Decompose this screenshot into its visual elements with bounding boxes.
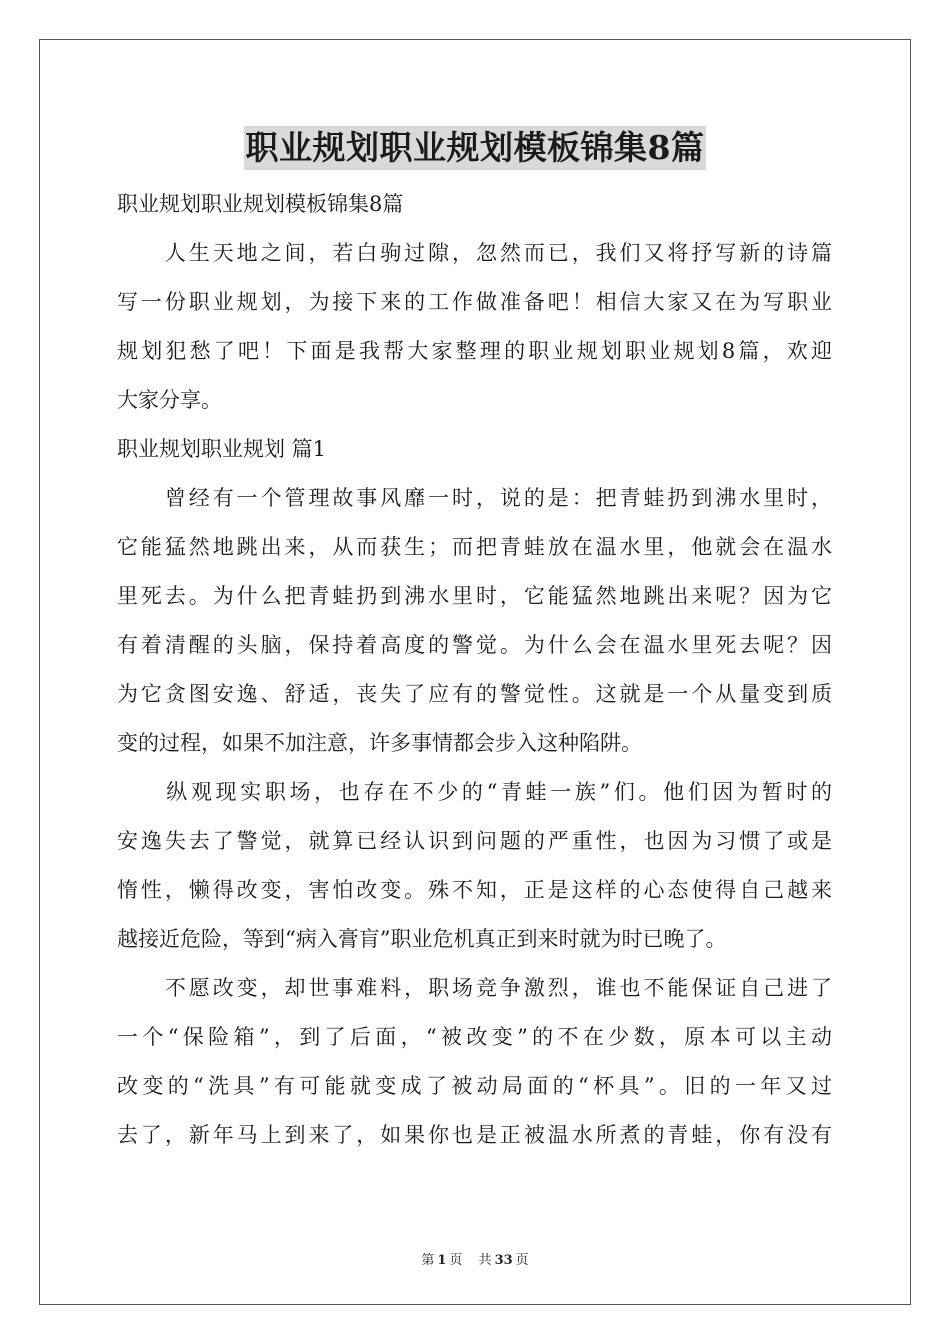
document-subtitle: 职业规划职业规划模板锦集8篇	[117, 192, 404, 216]
text-line: 里死去。为什么把青蛙扔到沸水里时，它能猛然地跳出来呢？因为它	[117, 584, 832, 608]
total-suffix: 页	[515, 1253, 529, 1268]
text-line: 越接近危险，等到“病入膏肓”职业危机真正到来时就为时已晚了。	[117, 927, 727, 951]
page-footer	[0, 1249, 950, 1268]
total-count: 33	[494, 1253, 513, 1268]
page-prefix: 第	[421, 1253, 435, 1268]
text-line: 有着清醒的头脑，保持着高度的警觉。为什么会在温水里死去呢？因	[117, 633, 832, 657]
text-line: 一个“保险箱”，到了后面，“被改变”的不在少数，原本可以主动	[117, 1025, 832, 1049]
text-line: 它能猛然地跳出来，从而获生；而把青蛙放在温水里，他就会在温水	[117, 535, 832, 559]
total-pages	[476, 1253, 532, 1268]
text-line: 不愿改变，却世事难料，职场竞争激烈，谁也不能保证自己进了	[117, 976, 832, 1000]
text-line: 安逸失去了警觉，就算已经认识到问题的严重性，也因为习惯了或是	[117, 829, 832, 853]
text-line: 职业规划职业规划 篇1	[117, 437, 327, 461]
page-current: 1	[437, 1253, 447, 1268]
text-line: 写一份职业规划，为接下来的工作做准备吧！相信大家又在为写职业	[117, 290, 832, 314]
document-title: 职业规划职业规划模板锦集8篇	[244, 126, 707, 170]
page-suffix: 页	[449, 1253, 463, 1268]
text-line: 改变的“洗具”有可能就变成了被动局面的“杯具”。旧的一年又过	[117, 1074, 832, 1098]
text-line: 曾经有一个管理故事风靡一时，说的是：把青蛙扔到沸水里时，	[117, 486, 832, 510]
title-wrap	[0, 126, 950, 170]
text-line: 变的过程，如果不加注意，许多事情都会步入这种陷阱。	[117, 731, 642, 755]
text-line: 去了，新年马上到来了，如果你也是正被温水所煮的青蛙，你有没有	[117, 1123, 832, 1147]
total-prefix: 共	[478, 1253, 492, 1268]
document-body	[117, 180, 832, 1160]
text-line: 为它贪图安逸、舒适，丧失了应有的警觉性。这就是一个从量变到质	[117, 682, 832, 706]
text-line: 人生天地之间，若白驹过隙，忽然而已，我们又将抒写新的诗篇	[117, 241, 832, 265]
text-line: 规划犯愁了吧！下面是我帮大家整理的职业规划职业规划8篇，欢迎	[117, 339, 832, 363]
text-line: 惰性，懒得改变，害怕改变。殊不知，正是这样的心态使得自己越来	[117, 878, 832, 902]
page-number	[418, 1253, 465, 1268]
text-line: 大家分享。	[117, 388, 222, 412]
text-line: 纵观现实职场，也存在不少的“青蛙一族”们。他们因为暂时的	[117, 780, 832, 804]
